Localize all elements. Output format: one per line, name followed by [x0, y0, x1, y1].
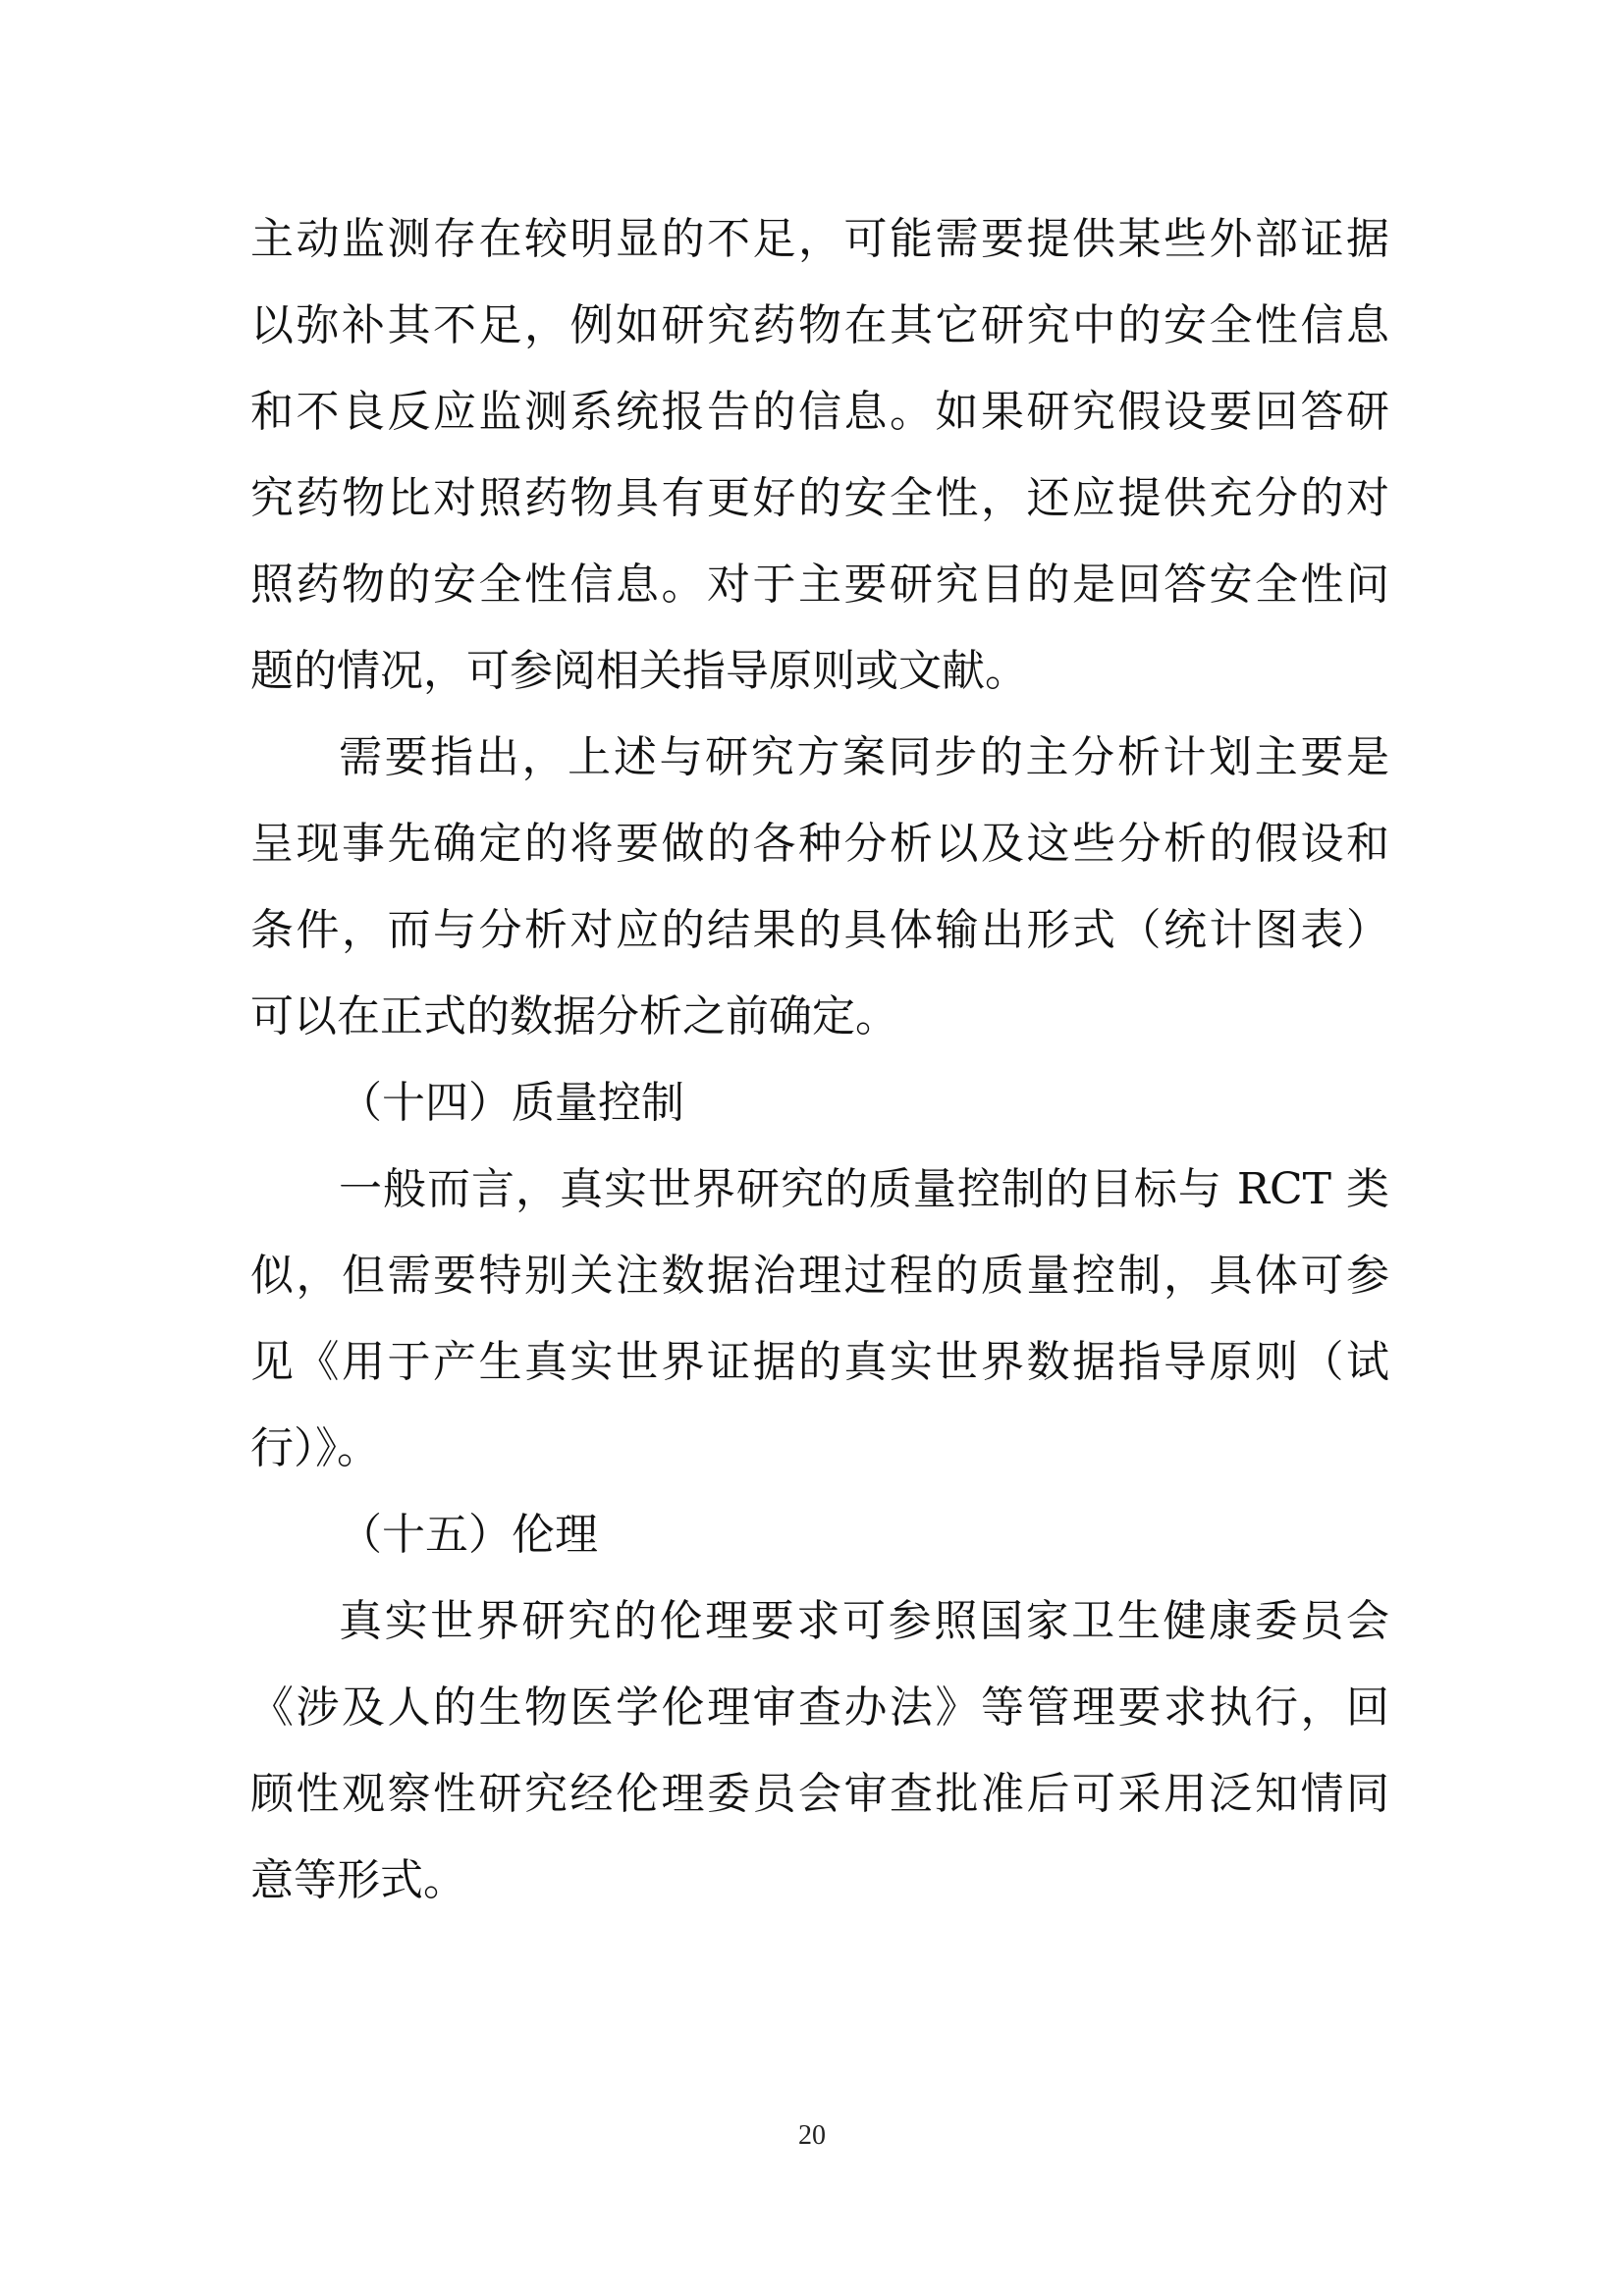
- paragraph-line: 以弥补其不足，例如研究药物在其它研究中的安全性信息: [250, 300, 1389, 350]
- paragraph-line: 可以在正式的数据分析之前确定。: [250, 991, 898, 1041]
- paragraph-line: 行）》。: [250, 1423, 380, 1473]
- paragraph-line: 《涉及人的生物医学伦理审查办法》等管理要求执行，回: [250, 1682, 1389, 1733]
- paragraph-line: 似，但需要特别关注数据治理过程的质量控制，具体可参: [250, 1251, 1389, 1301]
- paragraph-line: 意等形式。: [250, 1855, 466, 1905]
- paragraph-line: 条件，而与分析对应的结果的具体输出形式（统计图表）: [250, 905, 1389, 955]
- paragraph-line: 一般而言，真实世界研究的质量控制的目标与 RCT 类: [339, 1164, 1389, 1214]
- paragraph-line: 见《用于产生真实世界证据的真实世界数据指导原则（试: [250, 1337, 1389, 1387]
- paragraph-line: 主动监测存在较明显的不足，可能需要提供某些外部证据: [250, 214, 1389, 264]
- section-heading-quality-control: （十四）质量控制: [339, 1078, 684, 1128]
- paragraph-line: 照药物的安全性信息。对于主要研究目的是回答安全性问: [250, 560, 1389, 610]
- paragraph-line: 和不良反应监测系统报告的信息。如果研究假设要回答研: [250, 387, 1389, 437]
- page-number: 20: [798, 2120, 826, 2151]
- paragraph-line: 需要指出，上述与研究方案同步的主分析计划主要是: [339, 732, 1389, 782]
- section-heading-ethics: （十五）伦理: [339, 1510, 598, 1560]
- paragraph-line: 呈现事先确定的将要做的各种分析以及这些分析的假设和: [250, 819, 1389, 869]
- paragraph-line: 真实世界研究的伦理要求可参照国家卫生健康委员会: [339, 1596, 1389, 1646]
- paragraph-line: 顾性观察性研究经伦理委员会审查批准后可采用泛知情同: [250, 1769, 1389, 1819]
- paragraph-line: 究药物比对照药物具有更好的安全性，还应提供充分的对: [250, 473, 1389, 523]
- paragraph-line: 题的情况，可参阅相关指导原则或文献。: [250, 646, 1028, 696]
